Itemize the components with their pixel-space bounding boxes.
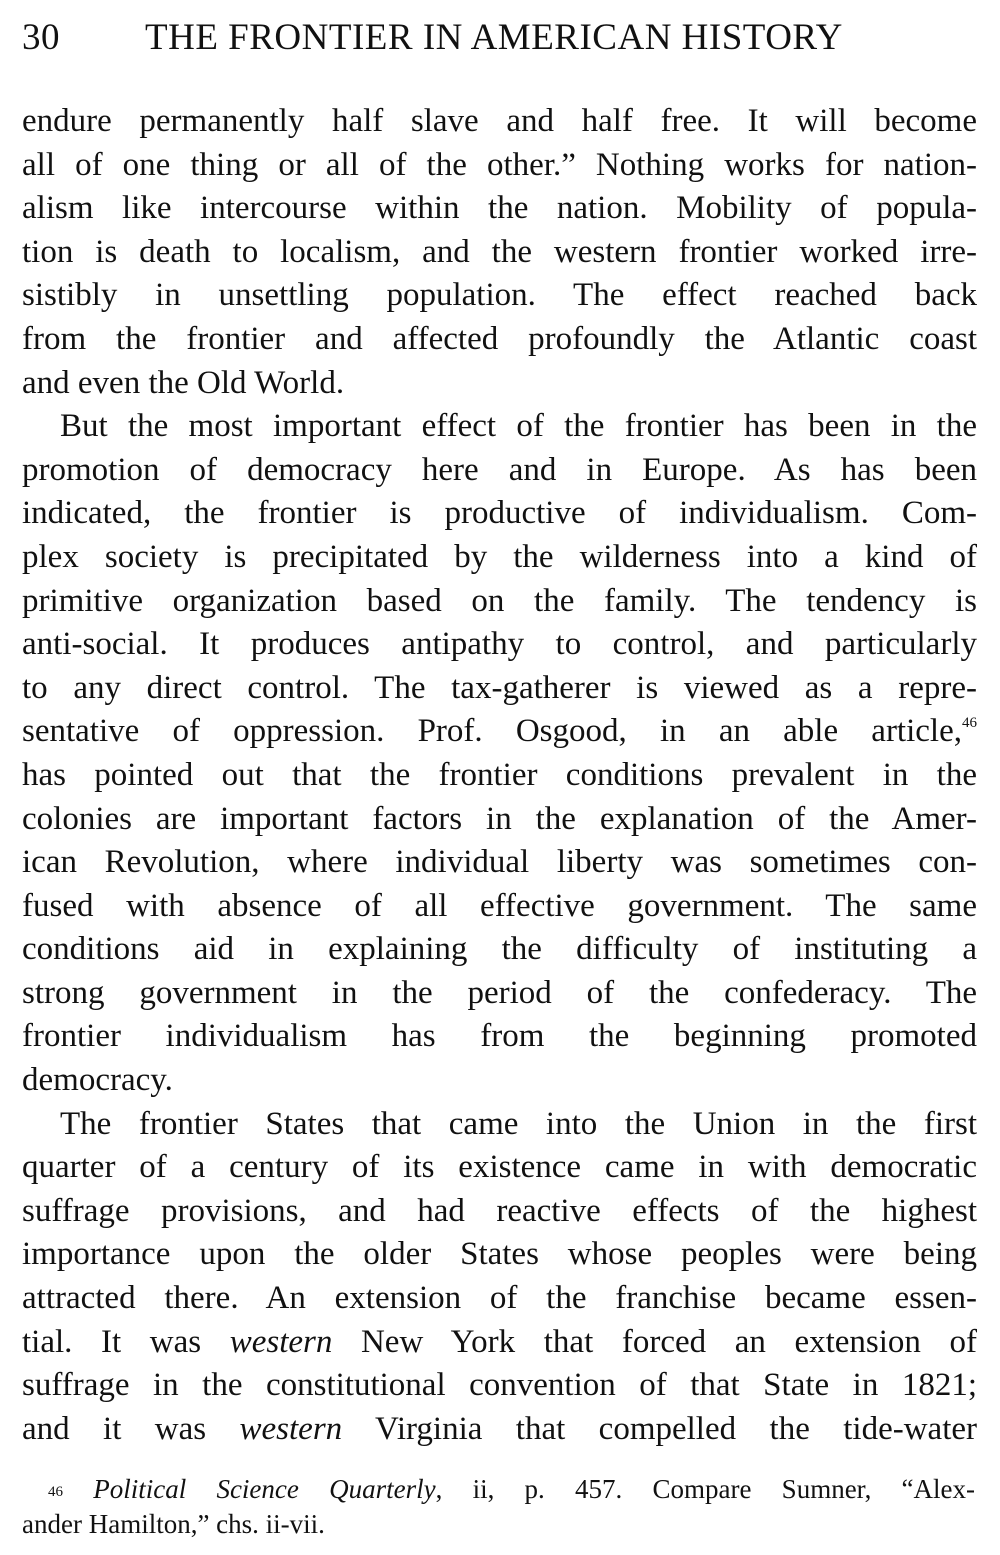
text-line: attracted there. An extension of the franchise became essen-	[22, 1280, 977, 1317]
text-line: democracy.	[22, 1062, 173, 1099]
text-line: to any direct control. The tax-gatherer is viewed as a repre-	[22, 669, 977, 706]
text-line: tion is death to localism, and the western frontier worked irre-	[22, 233, 977, 270]
italic-emphasis: western	[239, 1410, 343, 1447]
text-line: colonies are important factors in the explanation of the Amer-	[22, 800, 977, 837]
paragraph-start: The frontier States that came into the Union in the first	[60, 1105, 977, 1142]
text-line: suffrage in the constitutional convention of that State in 1821;	[22, 1367, 977, 1404]
footnote-line: ander Hamilton,” chs. ii-vii.	[22, 1509, 325, 1539]
footnote	[22, 1472, 975, 1542]
text-line: endure permanently half slave and half free. It will become	[22, 103, 977, 139]
text-line: primitive organization based on the family. The tendency is	[22, 582, 977, 619]
text-line: plex society is precipitated by the wilderness into a kind of	[22, 538, 977, 575]
text-segment: and it was	[22, 1410, 207, 1447]
text-line: alism like intercourse within the nation. Mobility of popula-	[22, 190, 977, 227]
footnote-marker: 46	[48, 1484, 63, 1500]
paragraph-start: But the most important effect of the frontier has been in the	[60, 408, 977, 445]
text-line: frontier individualism has from the beginning promoted	[22, 1018, 977, 1055]
text-line: has pointed out that the frontier conditions prevalent in the	[22, 756, 977, 793]
text-line: strong government in the period of the confederacy. The	[22, 974, 977, 1011]
text-line: ican Revolution, where individual liberty was sometimes con-	[22, 844, 977, 881]
text-line: anti-social. It produces antipathy to control, and particularly	[22, 626, 977, 663]
text-line: quarter of a century of its existence came in with democratic	[22, 1149, 977, 1186]
text-segment: New York that forced an extension of	[360, 1323, 978, 1360]
text-line-with-italic	[22, 1321, 977, 1365]
text-line: indicated, the frontier is productive of individualism. Com-	[22, 495, 977, 532]
text-line: all of one thing or all of the other.” Nothing works for nation-	[22, 146, 977, 183]
text-line: conditions aid in explaining the difficulty of instituting a	[22, 931, 977, 968]
running-header	[22, 14, 982, 62]
text-segment: Virginia that compelled the tide-water	[375, 1410, 977, 1447]
text-line: fused with absence of all effective government. The same	[22, 887, 977, 924]
text-line: from the frontier and affected profoundly the Atlantic coast	[22, 320, 977, 357]
text-line-with-italic	[22, 1408, 977, 1452]
body-text	[22, 100, 977, 1451]
text-line-with-footnote	[22, 710, 977, 754]
footnote-line	[22, 1472, 975, 1507]
footnote-journal-title: Political Science Quarterly	[93, 1474, 436, 1504]
text-line: promotion of democracy here and in Europe. As has been	[22, 451, 977, 488]
text-segment: tial. It was	[22, 1323, 202, 1360]
text-line: and even the Old World.	[22, 364, 345, 401]
text-segment: sentative of oppression. Prof. Osgood, in an able article,	[22, 713, 962, 750]
text-line: suffrage provisions, and had reactive effects of the highest	[22, 1192, 977, 1229]
italic-emphasis: western	[229, 1323, 333, 1360]
page-number: 30	[22, 17, 60, 58]
text-line: importance upon the older States whose peoples were being	[22, 1236, 977, 1273]
footnote-text: , ii, p. 457. Compare Sumner, “Alex-	[435, 1474, 976, 1504]
running-title: THE FRONTIER IN AMERICAN HISTORY	[145, 17, 843, 58]
text-line: sistibly in unsettling population. The effect reached back	[22, 277, 977, 314]
footnote-reference: 46	[962, 715, 977, 732]
